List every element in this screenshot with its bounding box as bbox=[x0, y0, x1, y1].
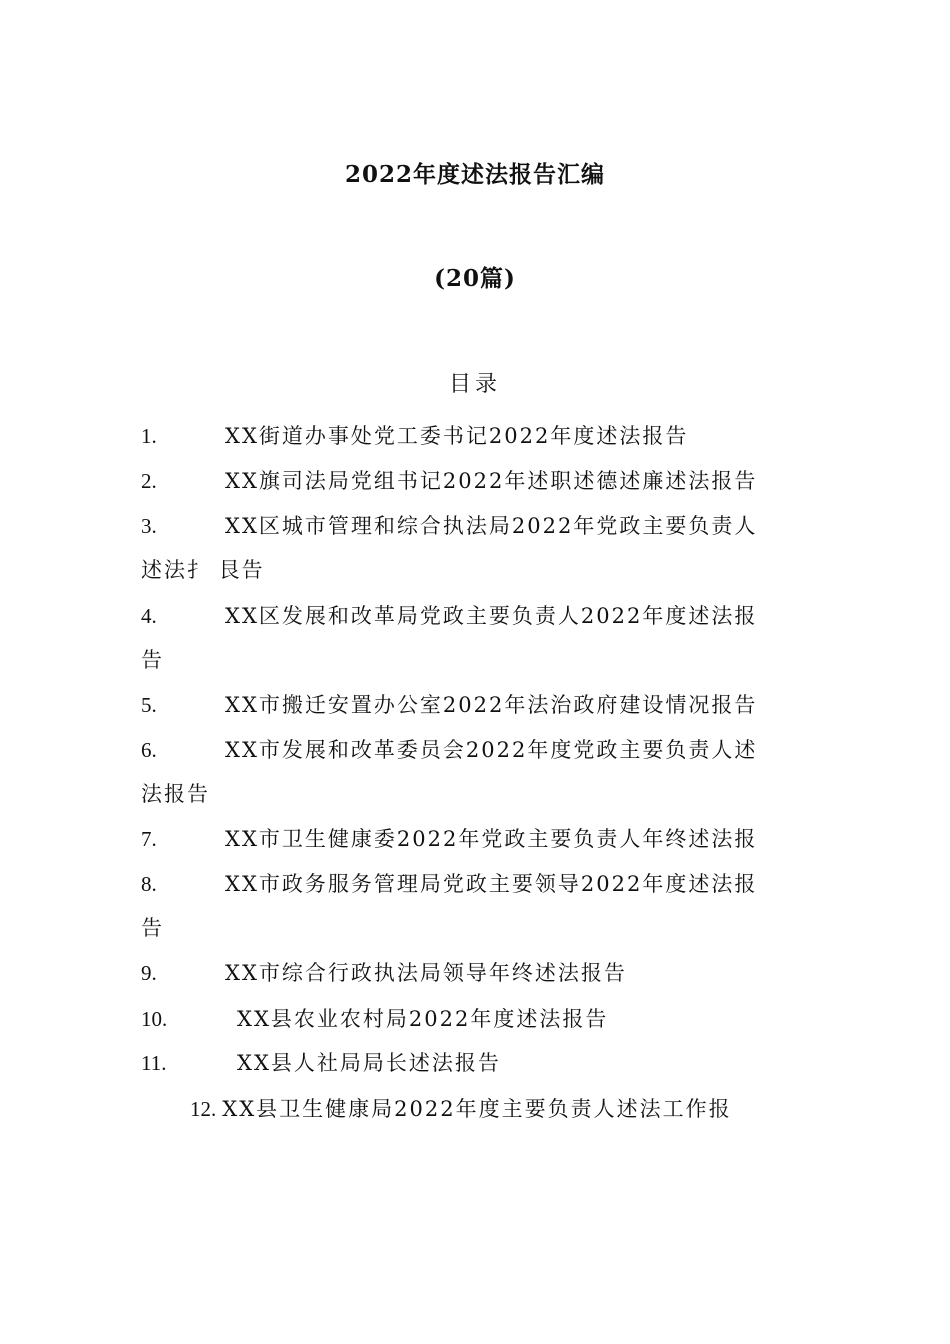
toc-item-text: XX县人社局局长述法报告 bbox=[237, 1051, 501, 1075]
toc-item-6 bbox=[141, 728, 806, 772]
toc-item-3-continuation bbox=[141, 548, 806, 592]
toc-item-number: 8. bbox=[141, 872, 157, 896]
toc-item-10 bbox=[141, 997, 806, 1041]
toc-item-7 bbox=[141, 817, 806, 861]
toc-item-3 bbox=[141, 504, 806, 548]
toc-item-text: XX市政务服务管理局党政主要领导2022年度述法报 bbox=[225, 872, 758, 896]
toc-item-text-continuation: 告 bbox=[141, 916, 164, 940]
toc-item-4 bbox=[141, 594, 806, 638]
toc-item-number: 12. bbox=[190, 1097, 217, 1121]
toc-item-number: 5. bbox=[141, 693, 157, 717]
toc-item-2 bbox=[141, 459, 806, 503]
toc-item-text: XX县卫生健康局2022年度主要负责人述法工作报 bbox=[222, 1097, 732, 1121]
toc-item-6-continuation bbox=[141, 772, 806, 816]
toc-item-text-continuation: 述法扌 艮告 bbox=[141, 558, 265, 582]
toc-item-1 bbox=[141, 414, 806, 458]
toc-item-5 bbox=[141, 683, 806, 727]
toc-item-number: 3. bbox=[141, 514, 157, 538]
toc-heading: 目录 bbox=[448, 372, 501, 397]
toc-item-11 bbox=[141, 1041, 806, 1085]
toc-item-12 bbox=[190, 1087, 855, 1131]
toc-item-number: 6. bbox=[141, 738, 157, 762]
toc-item-text: XX区发展和改革局党政主要负责人2022年度述法报 bbox=[225, 604, 758, 628]
toc-item-text-continuation: 告 bbox=[141, 648, 164, 672]
toc-item-number: 11. bbox=[141, 1051, 167, 1075]
toc-item-number: 10. bbox=[141, 1007, 168, 1031]
toc-item-8-continuation bbox=[141, 906, 806, 950]
toc-item-text: XX市发展和改革委员会2022年度党政主要负责人述 bbox=[225, 738, 758, 762]
toc-item-text: XX县农业农村局2022年度述法报告 bbox=[237, 1007, 609, 1031]
toc-item-number: 1. bbox=[141, 424, 157, 448]
toc-item-text: XX区城市管理和综合执法局2022年党政主要负责人 bbox=[225, 514, 758, 538]
toc-item-text: XX街道办事处党工委书记2022年度述法报告 bbox=[225, 424, 689, 448]
toc-item-9 bbox=[141, 951, 806, 995]
document-title: 2022年度述法报告汇编 bbox=[344, 161, 605, 188]
toc-item-text: XX市搬迁安置办公室2022年法治政府建设情况报告 bbox=[225, 693, 758, 717]
toc-item-text-continuation: 法报告 bbox=[141, 782, 210, 806]
toc-item-4-continuation bbox=[141, 638, 806, 682]
toc-item-text: XX市卫生健康委2022年党政主要负责人年终述法报 bbox=[225, 827, 758, 851]
document-subtitle: (20篇) bbox=[434, 265, 516, 292]
toc-item-text: XX市综合行政执法局领导年终述法报告 bbox=[225, 961, 627, 985]
toc-item-number: 4. bbox=[141, 604, 157, 628]
toc-item-8 bbox=[141, 862, 806, 906]
toc-item-text: XX旗司法局党组书记2022年述职述德述廉述法报告 bbox=[225, 469, 758, 493]
toc-item-number: 2. bbox=[141, 469, 157, 493]
toc-item-number: 7. bbox=[141, 827, 157, 851]
toc-item-number: 9. bbox=[141, 961, 157, 985]
